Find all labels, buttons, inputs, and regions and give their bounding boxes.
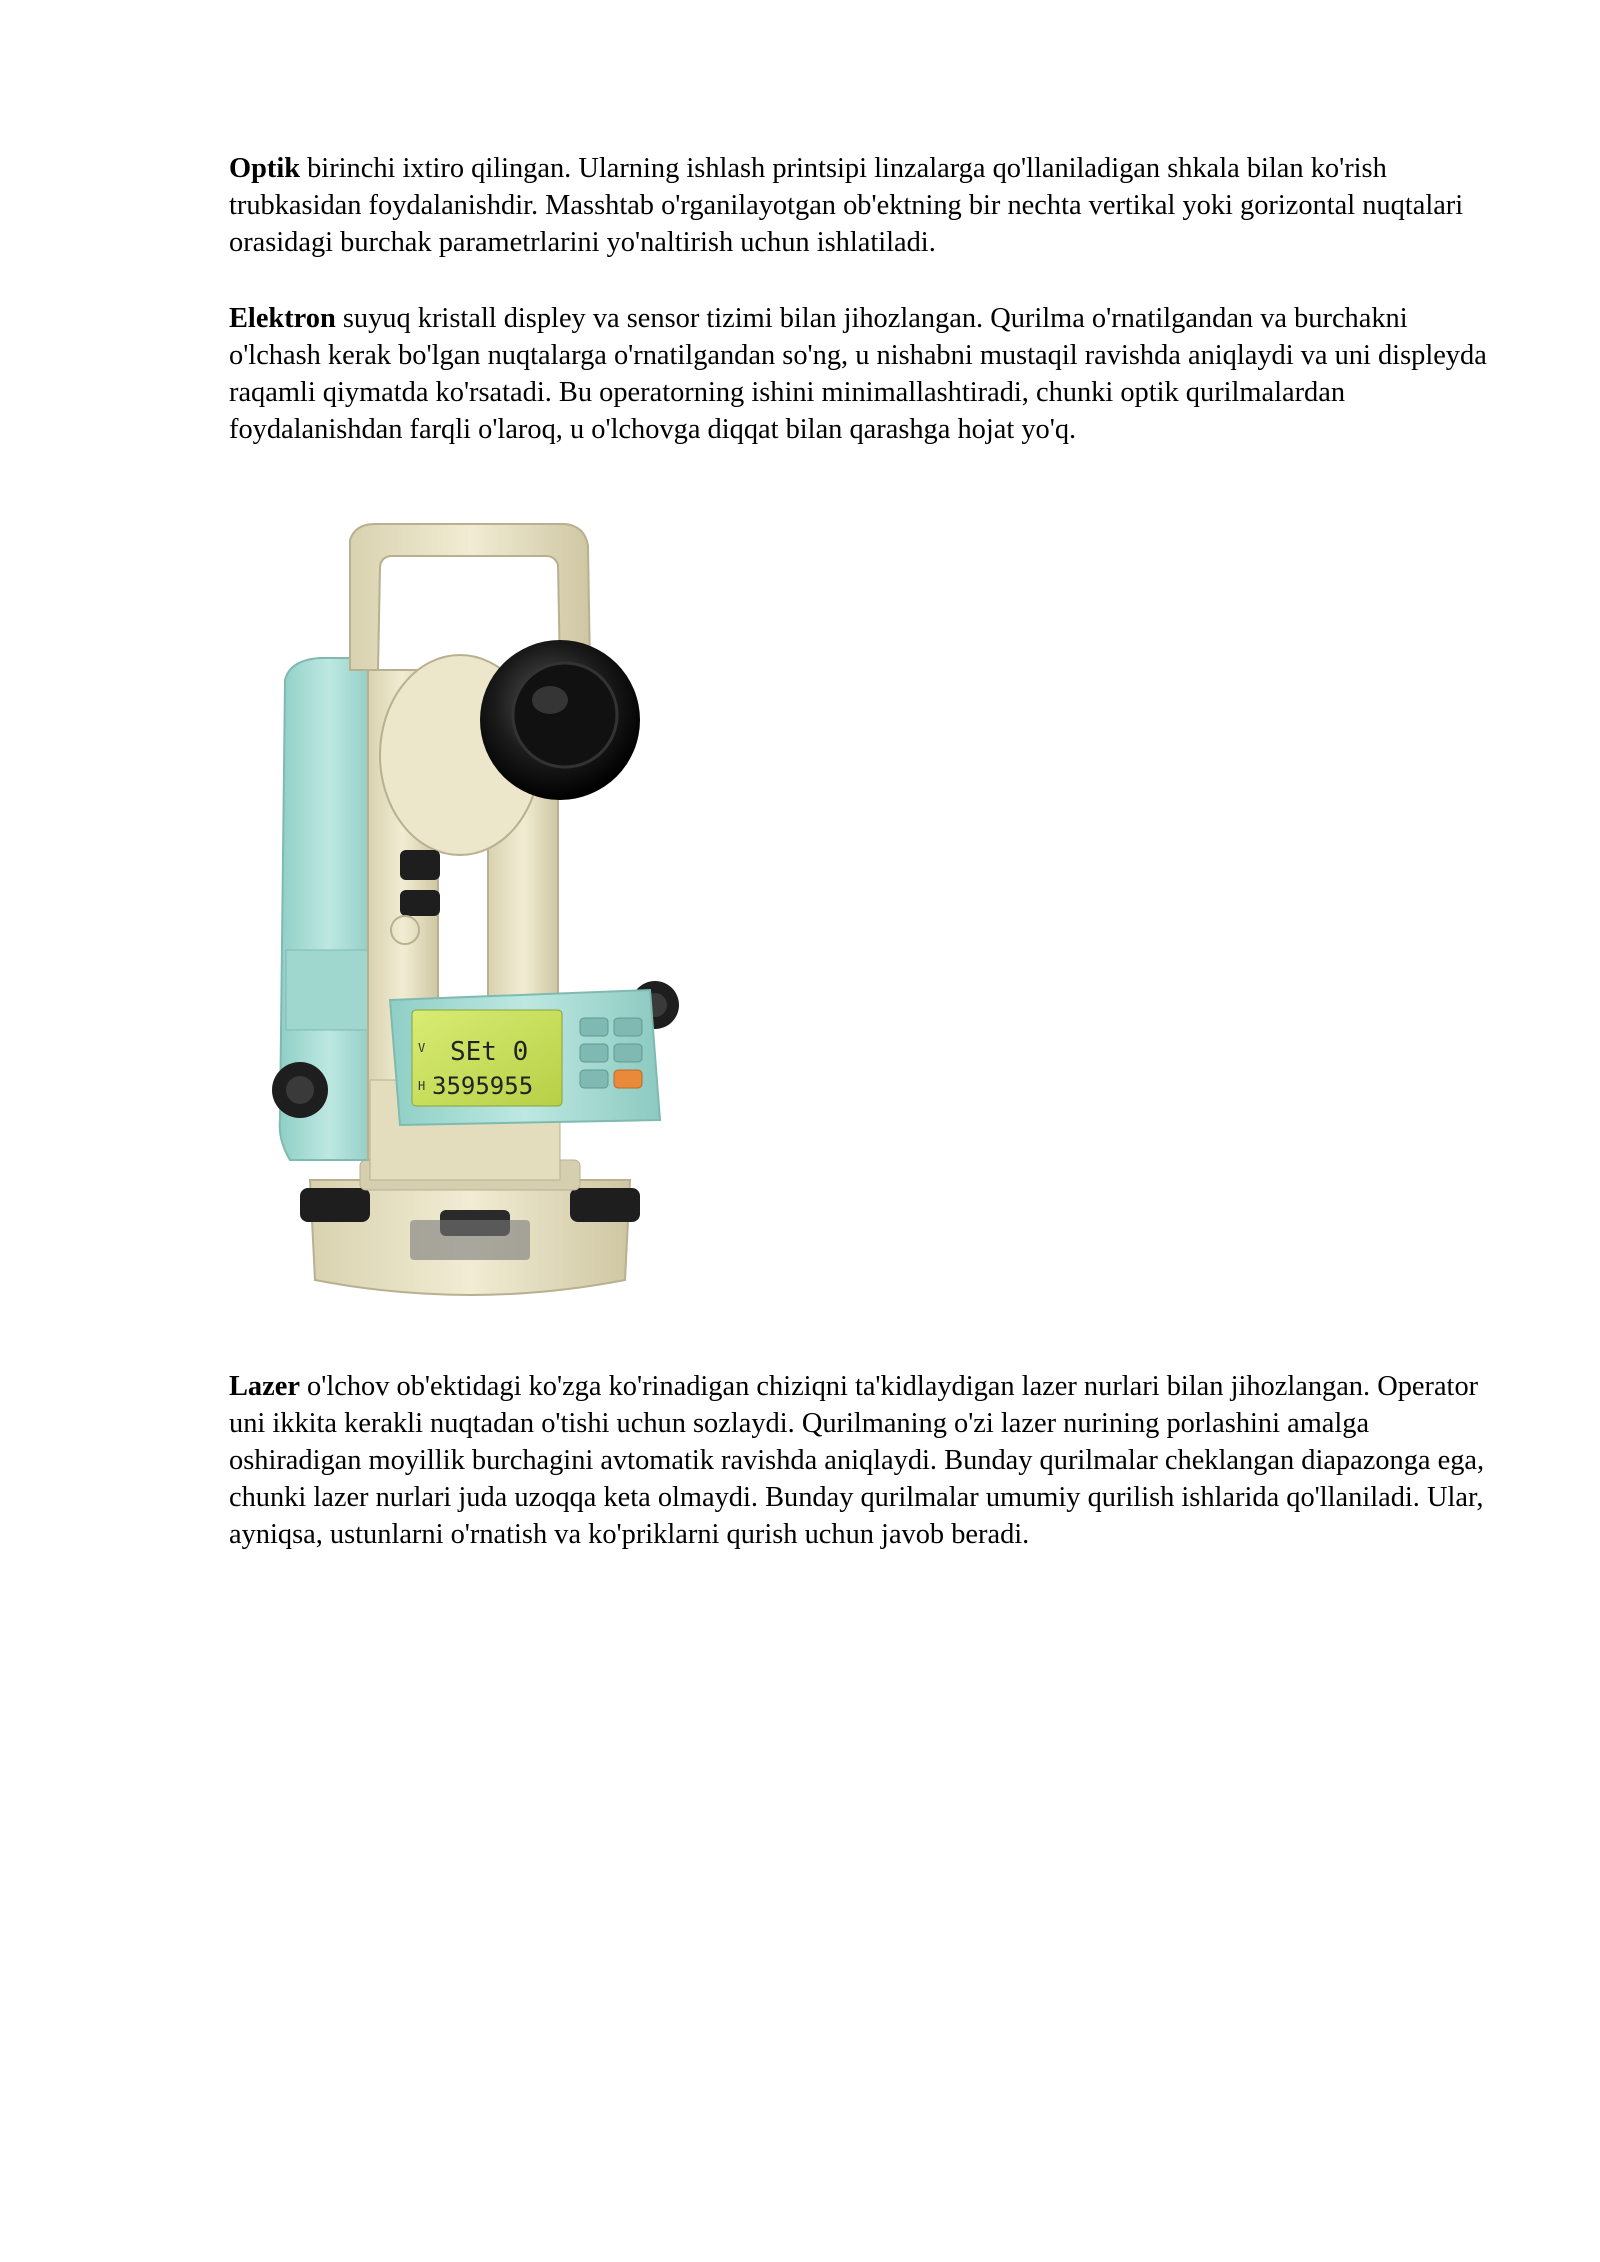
control-panel xyxy=(390,990,660,1125)
paragraph-optik xyxy=(229,150,1489,261)
lcd-label-h: H xyxy=(418,1079,426,1093)
term-optik: Optik xyxy=(229,153,301,184)
paragraph-lazer xyxy=(229,1368,1489,1553)
paragraph-optik-text: birinchi ixtiro qilingan. Ularning ishlash printsipi linzalarga qo'llaniladigan shkala bilan ko'rish trubkasidan foydalanishdir. Masshtab o'rganilayotgan ob'ektning bir nechta vertikal yoki gorizontal nuqtalari orasidagi burchak parametrlarini yo'naltirish uchun ishlatiladi. xyxy=(229,153,1464,258)
paragraph-elektron xyxy=(229,300,1489,448)
lcd-line-2: 3595955 xyxy=(432,1072,534,1100)
paragraph-lazer-text: o'lchov ob'ektidagi ko'zga ko'rinadigan chiziqni ta'kidlaydigan lazer nurlari bilan jihozlangan. Operator uni ikkita kerakli nuqtadan o'tishi uchun sozlaydi. Qurilmaning o'zi lazer nurining porlashini amalga oshiradigan moyillik burchagini avtomatik ravishda aniqlaydi. Bunday qurilmalar cheklangan diapazonga ega, chunki lazer nurlari juda uzoqqa keta olmaydi. Bunday qurilmalar umumiy qurilish ishlarida qo'llaniladi. Ular, ayniqsa, ustunlarni o'rnatish va ko'priklarni qurish uchun javob beradi. xyxy=(229,1371,1485,1550)
term-elektron: Elektron xyxy=(229,303,336,334)
lcd-line-1: SEt 0 xyxy=(450,1037,529,1067)
lcd-label-v: V xyxy=(418,1041,426,1055)
theodolite-image xyxy=(250,520,710,1320)
paragraph-elektron-text: suyuq kristall displey va sensor tizimi bilan jihozlangan. Qurilma o'rnatilgandan va burchakni o'lchash kerak bo'lgan nuqtalarga o'rnatilgandan so'ng, u nishabni mustaqil ravishda aniqlaydi va uni displeyda raqamli qiymatda ko'rsatadi. Bu operatorning ishini minimallashtiradi, chunki optik qurilmalardan foydalanishdan farqli o'laroq, u o'lchovga diqqat bilan qarashga hojat yo'q. xyxy=(229,303,1487,445)
theodolite-illustration xyxy=(250,520,710,1320)
term-lazer: Lazer xyxy=(229,1371,300,1402)
